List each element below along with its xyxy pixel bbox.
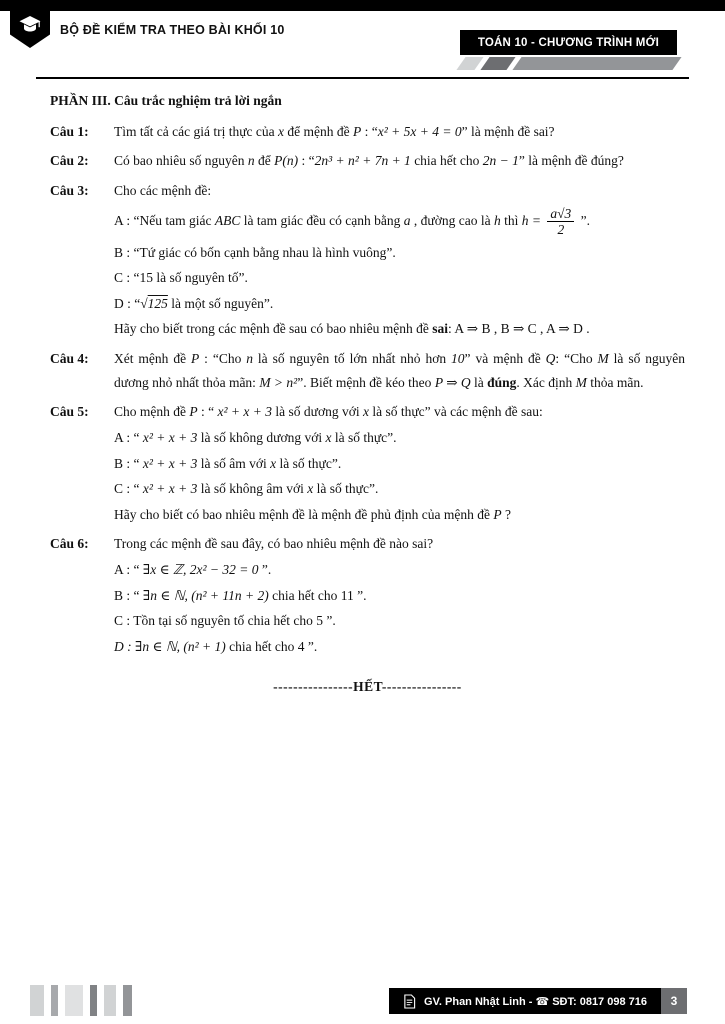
header-right-badge [460,30,677,55]
question-1 [50,120,685,146]
question-label: Câu 4: [50,351,89,367]
decoration-shape [480,57,515,70]
question-5 [50,400,685,528]
graduation-cap-icon [18,13,42,37]
question-label: Câu 1: [50,123,89,139]
question-4 [50,347,685,396]
question-6 [50,532,685,660]
fraction: $\frac{a√3}{2}$ [547,206,574,238]
question-line: B : “ ∃n ∈ ℕ, (n² + 11n + 2) chia hết cho 11 ”. [114,587,367,603]
question-line: Cho mệnh đề P : “ x² + x + 3 là số dương với x là số thực” và các mệnh đề sau: [114,404,543,420]
question-2 [50,149,685,175]
decoration-bar [51,985,58,1016]
footer [389,988,687,1014]
question-label: Câu 5: [50,404,89,420]
question-line: D : ∃n ∈ ℕ, (n² + 1) chia hết cho 4 ”. [114,638,318,654]
question-3 [50,179,685,343]
question-body [114,532,685,660]
decoration-bar [104,985,116,1016]
logo [10,0,50,48]
question-body [114,347,685,396]
header-divider [36,77,689,79]
question-body [114,400,685,528]
question-line: Cho các mệnh đề: [114,182,212,198]
header-decoration [456,57,681,70]
question-line: Hãy cho biết trong các mệnh đề sau có bao nhiêu mệnh đề sai: A ⇒ B , B ⇒ C , A ⇒ D . [114,321,590,337]
question-line: A : “ x² + x + 3 là số không dương với x là số thực”. [114,429,397,445]
decoration-shape [456,57,483,70]
footer-teacher-text: GV. Phan Nhật Linh - ☎ SĐT: 0817 098 716 [424,995,647,1008]
decoration-bar [123,985,132,1016]
footer-decoration-bars [30,985,132,1016]
decoration-bar [30,985,44,1016]
question-body [114,179,685,343]
question-label: Câu 6: [50,536,89,552]
decoration-bar [90,985,97,1016]
end-marker: ----------------HẾT---------------- [273,678,462,694]
question-line: Xét mệnh đề P : “Cho n là số nguyên tố lớn nhất nhỏ hơn 10” và mệnh đề Q: “Cho M là số nguyên dương nhỏ nhất thỏa mãn: M > n²”. Biết mệnh đề kéo theo P ⇒ Q là đúng. Xác định M thỏa mãn. [114,351,686,390]
content [50,89,685,698]
question-label: Câu 3: [50,182,89,198]
header-top-bar [0,0,725,11]
document-icon [403,994,416,1009]
decoration-shape [512,57,681,70]
question-line: A : “ ∃x ∈ ℤ, 2x² − 32 = 0 ”. [114,562,272,578]
question-line: B : “ x² + x + 3 là số âm với x là số thực”. [114,455,342,471]
header-left-title: BỘ ĐỀ KIỂM TRA THEO BÀI KHỐI 10 [60,23,285,37]
decoration-bar [65,985,83,1016]
question-line: Tìm tất cả các giá trị thực của x để mệnh đề P : “x² + 5x + 4 = 0” là mệnh đề sai? [114,123,555,139]
question-line: C : “ x² + x + 3 là số không âm với x là số thực”. [114,481,379,497]
question-line: Hãy cho biết có bao nhiêu mệnh đề là mệnh đề phủ định của mệnh đề P ? [114,506,512,522]
question-line: B : “Tứ giác có bốn cạnh bằng nhau là hình vuông”. [114,244,396,260]
question-line: C : “15 là số nguyên tố”. [114,270,248,286]
section-title: PHẦN III. Câu trắc nghiệm trả lời ngắn [50,93,282,108]
question-body [114,120,685,146]
question-body [114,149,685,175]
question-label: Câu 2: [50,153,89,169]
question-line: Trong các mệnh đề sau đây, có bao nhiêu mệnh đề nào sai? [114,536,434,552]
page-number: 3 [661,988,687,1014]
footer-info-bar [389,988,661,1014]
question-line: Có bao nhiêu số nguyên n để P(n) : “2n³ + n² + 7n + 1 chia hết cho 2n − 1” là mệnh đề đúng? [114,153,624,169]
question-line: C : Tồn tại số nguyên tố chia hết cho 5 ”. [114,613,336,629]
question-line: D : “√125 là một số nguyên”. [114,295,274,311]
question-line: A : “Nếu tam giác ABC là tam giác đều có cạnh bằng a , đường cao là h thì h = $\frac{a√3}{2}$ ”. [114,205,591,238]
header-right-title: TOÁN 10 - CHƯƠNG TRÌNH MỚI [477,36,659,49]
